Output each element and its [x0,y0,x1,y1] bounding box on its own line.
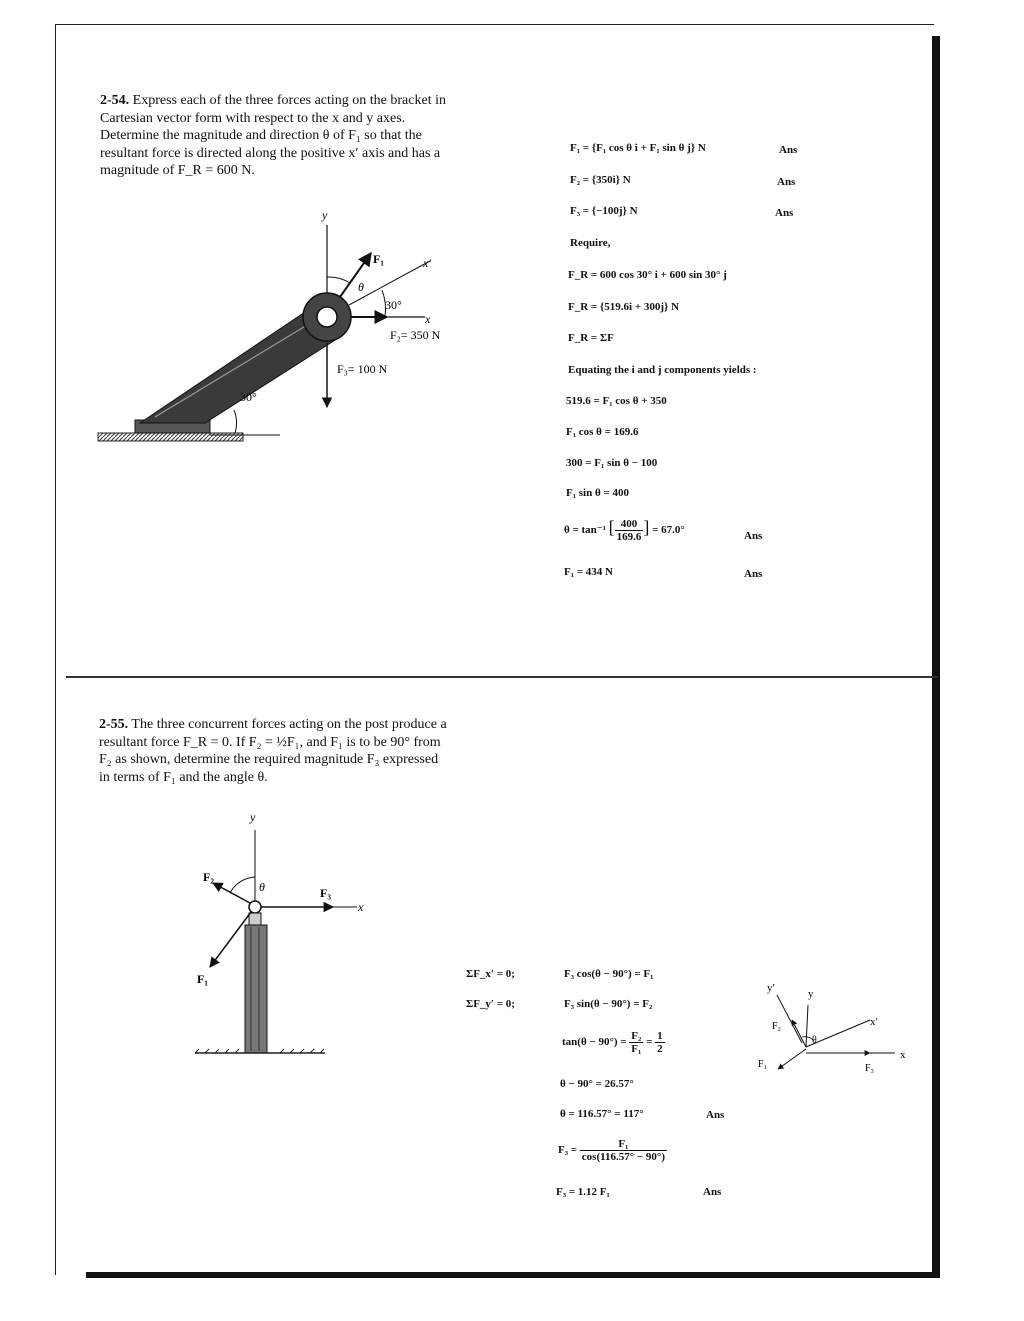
sol54-line2: F₂ = {350i} N [570,174,631,186]
sol54-ans4: Ans [744,530,763,542]
sol54-line13: θ = tan⁻¹ [ $\frac{400}{169.6}$ ] = 67.0° [564,517,685,543]
ground [98,433,243,441]
theta-label: θ [358,280,364,294]
y-label: y [250,810,256,824]
f3-label: F₃= 100 N [337,362,388,376]
sol54-line6: F_R = {519.6i + 300j} N [568,301,680,313]
sol54-line7: F_R = ΣF [568,332,614,344]
post [245,925,267,1053]
frame-shadow-right [932,36,940,1278]
sol55-eq4: θ − 90° = 26.57° [560,1078,634,1090]
sketch-xprime: x′ [870,1016,878,1028]
sketch-yprime-axis [777,995,802,1043]
f1-vector [340,253,371,297]
problem-number: 2-55. [99,717,129,732]
fraction-f2-f1: $\frac{\text{F₂}}{\text{F₁}}$ [631,1030,642,1055]
bracket-figure [95,205,465,455]
sketch-x: x [900,1049,906,1061]
sol55-eq5: θ = 116.57° = 117° [560,1108,644,1120]
y-axis-label: y [322,208,328,222]
sol54-line3: F₃ = {−100j} N [570,205,638,217]
sol54-line12: F₁ sin θ = 400 [566,487,629,499]
section-divider [66,676,938,678]
sketch-yprime: y′ [767,982,775,994]
sol54-ans1: Ans [779,144,798,156]
x-prime-label: x′ [423,256,431,270]
f3-label: F₃ [320,886,331,900]
sketch-f1-label: F₁ [758,1059,768,1070]
sol55-eq2: ΣF_y′ = 0; [466,998,515,1010]
sol54-line1: F₁ = {F₁ cos θ i + F₁ sin θ j} N [570,142,706,154]
sketch-f1 [778,1049,806,1069]
post-figure [185,805,365,1075]
frame-shadow-bottom [86,1272,940,1278]
sketch-y-axis [806,1005,808,1047]
sol55-ans2: Ans [703,1186,722,1198]
sketch-y: y [808,988,814,1000]
sketch-theta: θ [812,1035,817,1046]
problem-number: 2-54. [100,93,130,108]
fraction-400-169: $\frac{400}{169.6}$ [616,517,642,543]
f2-label: F₂= 350 N [390,328,441,342]
sol54-line8: Equating the i and j components yields : [568,364,757,376]
fraction-1-2: $\frac{1}{2}$ [657,1030,663,1055]
sketch-f2-label: F₂ [772,1021,782,1032]
f1-label: F₁ [197,972,208,986]
sol55-eq1r: F₃ cos(θ − 90°) = F₁ [564,968,654,980]
post-pin [249,901,261,913]
sol54-ans3: Ans [775,207,794,219]
sol54-line9: 519.6 = F₁ cos θ + 350 [566,395,667,407]
sol54-ans2: Ans [777,176,796,188]
sol54-ans5: Ans [744,568,763,580]
angle-30-base: 30° [240,390,257,404]
f1-label: F₁ [373,252,384,266]
fraction-f1-cos: $\frac{\text{F₁}}{\cos(116.57^\circ - 90^\circ)}$ [581,1138,665,1163]
sketch-f3-label: F₃ [865,1063,875,1074]
sol54-line10: F₁ cos θ = 169.6 [566,426,639,438]
x-axis-label: x [425,312,431,326]
sol54-line14: F₁ = 434 N [564,566,613,578]
problem-text: The three concurrent forces acting on the post produce a resultant force F_R = 0. If F₂ = ½F₁, and F₁ is to be 90° from F₂ as shown, determine the required magnitude F₃ expressed in terms of F₁ and the angle θ. [99,717,447,785]
theta-result: = 67.0° [652,524,685,536]
sol55-eq6: F₃ = $\frac{\text{F₁}}{\cos(116.57^\circ - 90^\circ)}$ [558,1138,665,1163]
sol55-eq1: ΣF_x′ = 0; [466,968,515,980]
theta-tan: θ = tan⁻¹ [564,524,606,536]
angle-30-hub: 30° [385,298,402,312]
sketch-f2 [792,1020,806,1047]
x-label: x [358,900,364,914]
problem-2-55-statement [99,716,449,786]
theta-label: θ [259,880,265,894]
free-body-sketch [750,975,920,1080]
problem-text: Express each of the three forces acting on the bracket in Cartesian vector form with respect to the x and y axes. Determine the magnitude and direction θ of F₁ so that the resultant force is directed along the positive x′ axis and has a magnitude of F_R = 600 N. [100,93,446,178]
f2-label: F₂ [203,870,214,884]
sol54-line4: Require, [570,237,611,249]
f2-vector [213,883,250,903]
sol55-eq2r: F₃ sin(θ − 90°) = F₂ [564,998,653,1010]
sol54-line11: 300 = F₁ sin θ − 100 [566,457,658,469]
sol55-ans1: Ans [706,1109,725,1121]
sol54-line5: F_R = 600 cos 30° i + 600 sin 30° j [568,269,727,281]
sol55-eq3: tan(θ − 90°) = $\frac{\text{F₂}}{\text{F₁}}$ = $\frac{1}{2}$ [562,1030,663,1055]
problem-2-54-statement [100,92,452,180]
sol55-eq7: F₃ = 1.12 F₁ [556,1186,610,1198]
